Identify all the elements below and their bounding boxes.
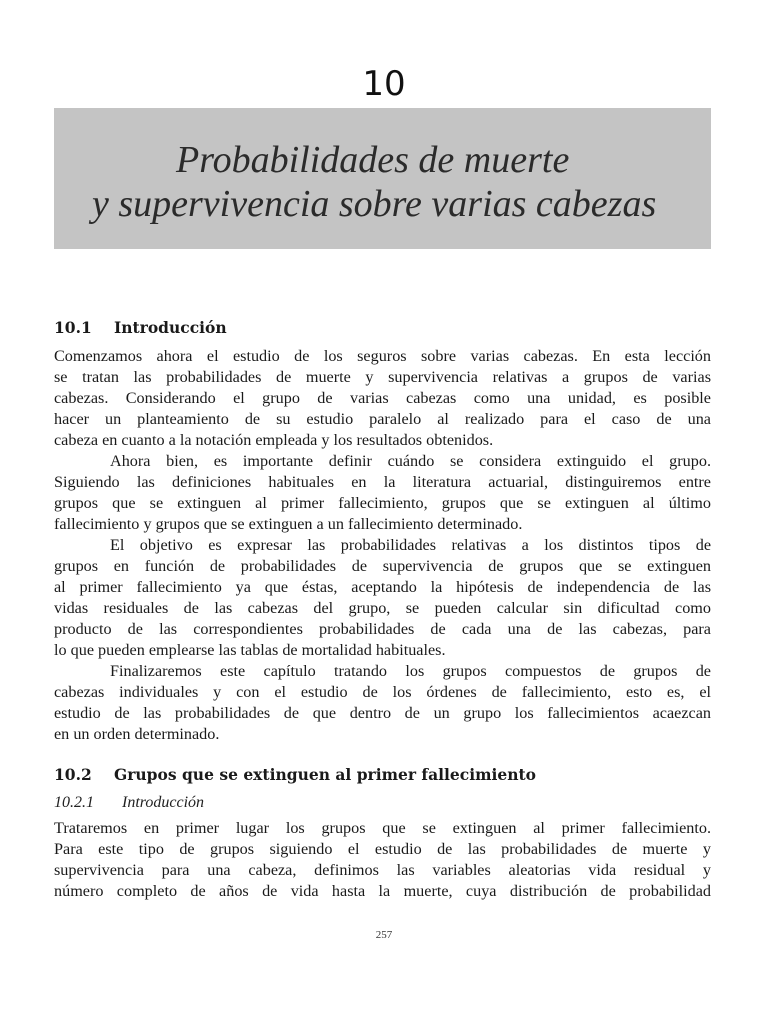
chapter-title-line-1: Probabilidades de muerte [176,139,570,181]
text-line: número completo de años de vida hasta la muerte, cuya distribución de probabilidad [54,882,711,900]
text-line: cabezas individuales y con el estudio de los órdenes de fallecimiento, esto es, el [54,683,711,701]
text-line: Ahora bien, es importante definir cuándo se considera extinguido el grupo. [110,452,711,470]
subsection-heading-10-2-1 [54,793,204,813]
section-number: 10.2 [54,765,92,784]
text-line: hacer un planteamiento de su estudio paralelo al realizado para el caso de una [54,410,711,428]
section-heading-10-2 [54,765,536,785]
text-line: grupos en función de probabilidades de supervivencia de grupos que se extinguen [54,557,711,575]
text-line: estudio de las probabilidades de que dentro de un grupo los fallecimientos acaezcan [54,704,711,722]
paragraph-section-2 [54,818,711,902]
section-title: Introducción [114,318,227,337]
text-line: producto de las correspondientes probabilidades de cada una de las cabezas, para [54,620,711,638]
text-line: se tratan las probabilidades de muerte y supervivencia relativas a grupos de varias [54,368,711,386]
text-line: Comenzamos ahora el estudio de los seguros sobre varias cabezas. En esta lección [54,347,711,365]
chapter-title-line-2: y supervivencia sobre varias cabezas [92,183,657,225]
chapter-title-band [54,108,711,249]
text-line: lo que pueden emplearse las tablas de mortalidad habituales. [54,641,446,659]
subsection-title: Introducción [122,794,205,811]
text-line: vidas residuales de las cabezas del grupo, se pueden calcular sin dificultad como [54,599,711,617]
text-line: Trataremos en primer lugar los grupos que se extinguen al primer fallecimiento. [54,819,711,837]
text-line: supervivencia para una cabeza, definimos las variables aleatorias vida residual y [54,861,711,879]
text-line: fallecimiento y grupos que se extinguen a un fallecimiento determinado. [54,515,523,533]
paragraph-1 [54,346,711,745]
section-heading-10-1 [54,318,227,338]
text-line: El objetivo es expresar las probabilidades relativas a los distintos tipos de [110,536,711,554]
text-line: cabeza en cuanto a la notación empleada y los resultados obtenidos. [54,431,494,449]
subsection-number: 10.2.1 [54,794,94,811]
page-number: 257 [375,929,393,941]
text-line: Para este tipo de grupos siguiendo el estudio de las probabilidades de muerte y [54,840,711,858]
text-line: grupos que se extinguen al primer fallecimiento, grupos que se extinguen al último [54,494,711,512]
text-line: en un orden determinado. [54,725,220,743]
text-line: al primer fallecimiento ya que éstas, aceptando la hipótesis de independencia de las [54,578,711,596]
section-title: Grupos que se extinguen al primer fallecimiento [114,765,537,784]
text-line: cabezas. Considerando el grupo de varias cabezas como una unidad, es posible [54,389,711,407]
section-number: 10.1 [54,318,92,337]
chapter-number: 10 [362,64,406,104]
text-line: Siguiendo las definiciones habituales en la literatura actuarial, distinguiremos entre [54,473,711,491]
text-line: Finalizaremos este capítulo tratando los grupos compuestos de grupos de [110,662,711,680]
